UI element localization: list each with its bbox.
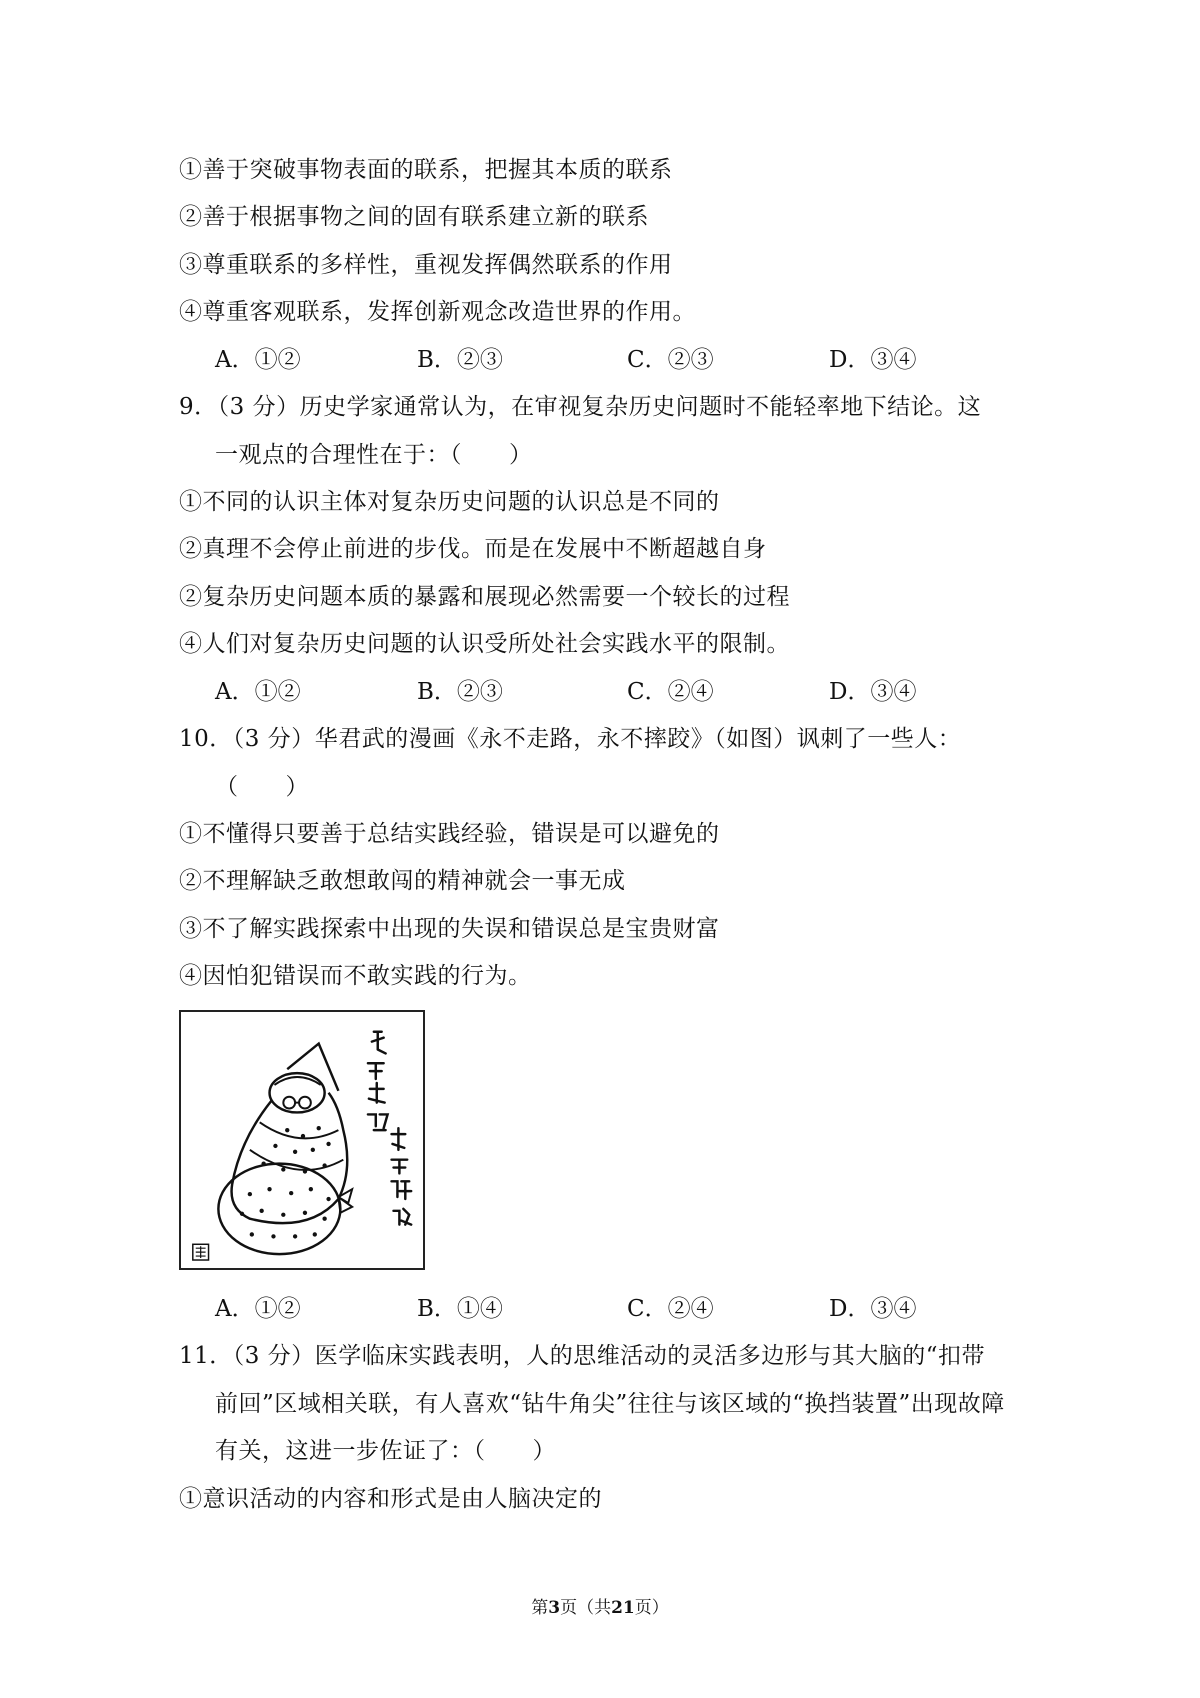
q8-statement-3: ③尊重联系的多样性，重视发挥偶然联系的作用 — [179, 252, 673, 278]
q9-stem-line1: 9．（3 分）历史学家通常认为，在审视复杂历史问题时不能轻率地下结论。这 — [179, 394, 982, 420]
q10-statement-3: ③不了解实践探索中出现的失误和错误总是宝贵财富 — [179, 916, 720, 942]
q9-statement-4: ④人们对复杂历史问题的认识受所处社会实践水平的限制。 — [179, 631, 790, 657]
q9-statement-1: ①不同的认识主体对复杂历史问题的认识总是不同的 — [179, 489, 720, 515]
q10-statement-1: ①不懂得只要善于总结实践经验，错误是可以避免的 — [179, 821, 720, 847]
q10-stem-line1: 10．（3 分）华君武的漫画《永不走路，永不摔跤》（如图）讽刺了一些人： — [179, 726, 962, 752]
cartoon-image — [179, 1010, 425, 1270]
q8-option-d: D．③④ — [829, 347, 917, 373]
q11-stem-line1: 11．（3 分）医学临床实践表明，人的思维活动的灵活多边形与其大脑的“扣带 — [179, 1343, 985, 1369]
q8-option-a: A．①② — [215, 347, 301, 373]
q10-stem-line2: （ ） — [215, 774, 309, 800]
q9-option-a: A．①② — [215, 679, 301, 705]
footer-page-number: 3 — [548, 1598, 561, 1618]
footer-middle: 页（共 — [560, 1598, 612, 1618]
q11-statement-1: ①意识活动的内容和形式是由人脑决定的 — [179, 1486, 602, 1512]
q9-option-c: C．②④ — [627, 679, 714, 705]
q8-option-c: C．②③ — [627, 347, 714, 373]
q9-statement-3: ②复杂历史问题本质的暴露和展现必然需要一个较长的过程 — [179, 584, 790, 610]
cartoon-drawing — [181, 1012, 423, 1268]
q8-statement-4: ④尊重客观联系，发挥创新观念改造世界的作用。 — [179, 299, 696, 325]
q10-option-c: C．②④ — [627, 1296, 714, 1322]
q8-statement-2: ②善于根据事物之间的固有联系建立新的联系 — [179, 204, 649, 230]
q8-option-b: B．②③ — [417, 347, 503, 373]
q10-statement-4: ④因怕犯错误而不敢实践的行为。 — [179, 963, 532, 989]
q9-statement-2: ②真理不会停止前进的步伐。而是在发展中不断超越自身 — [179, 536, 767, 562]
q10-statement-2: ②不理解缺乏敢想敢闯的精神就会一事无成 — [179, 868, 626, 894]
q11-stem-line3: 有关，这进一步佐证了：（ ） — [215, 1438, 556, 1464]
q9-option-b: B．②③ — [417, 679, 503, 705]
q10-option-d: D．③④ — [829, 1296, 917, 1322]
footer-prefix: 第 — [531, 1598, 549, 1618]
q11-stem-line2: 前回”区域相关联，有人喜欢“钻牛角尖”往往与该区域的“换挡装置”出现故障 — [215, 1391, 1005, 1417]
q9-stem-line2: 一观点的合理性在于：（ ） — [215, 442, 533, 468]
q10-option-a: A．①② — [215, 1296, 301, 1322]
q8-statement-1: ①善于突破事物表面的联系，把握其本质的联系 — [179, 157, 673, 183]
q9-option-d: D．③④ — [829, 679, 917, 705]
footer-suffix: 页） — [634, 1598, 669, 1618]
footer-total-pages: 21 — [611, 1598, 635, 1618]
q10-option-b: B．①④ — [417, 1296, 503, 1322]
page-footer — [0, 1596, 1200, 1620]
